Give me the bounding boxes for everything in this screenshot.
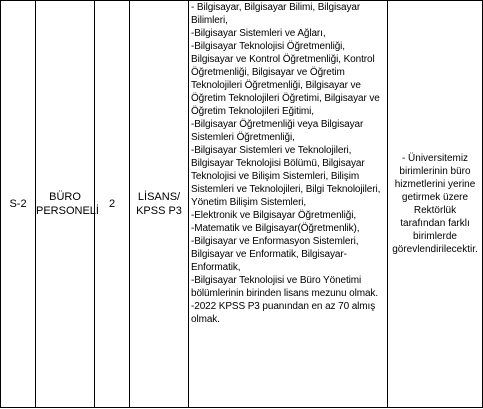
qualification-item: -2022 KPSS P3 puanından en az 70 almış olmak.: [191, 301, 376, 325]
qualification-item: -Bilgisayar ve Enformasyon Sistemleri, Bilgisayar ve Enformatik, Bilgisayar-Enformatik,: [191, 236, 359, 273]
education-level-line: LİSANS/: [137, 191, 181, 203]
qualification-item: -Elektronik ve Bilgisayar Öğretmenliği,: [191, 210, 357, 221]
qualification-item: - Bilgisayar, Bilgisayar Bilimi, Bilgisayar Bilimleri,: [191, 2, 361, 26]
education-level: [130, 1, 189, 408]
position-count: 2: [95, 1, 130, 408]
position-note: - Üniversitemiz birimlerinin büro hizmetlerini yerine getirmek üzere Rektörlük tarafından farklı birimlerde görevlendirilecektir.: [388, 1, 483, 408]
qualification-item: -Bilgisayar Sistemleri ve Ağları,: [191, 28, 326, 39]
qualification-item: -Bilgisayar Öğretmenliği veya Bilgisayar Sistemleri Öğretmenliği,: [191, 119, 364, 143]
qualification-item: -Bilgisayar Sistemleri ve Teknolojileri, Bilgisayar Teknolojisi Bölümü, Bilgisayar Teknolojisi ve Bilişim Sistemleri, Bilişim Sistemleri ve Teknolojileri, Bilgi Teknolojileri, Yönetim Bilişim Sistemleri,: [191, 145, 381, 208]
qualification-item: -Bilgisayar Teknolojisi ve Büro Yönetimi bölümlerinin birinden lisans mezunu olmak.: [191, 275, 379, 299]
qualifications-cell: [189, 1, 388, 408]
position-title-line: PERSONELİ: [36, 205, 99, 217]
table-row: [1, 1, 483, 408]
qualification-item: -Matematik ve Bilgisayar(Öğretmenlik),: [191, 223, 360, 234]
position-code: S-2: [1, 1, 36, 408]
position-title-line: BÜRO: [49, 191, 81, 203]
position-title: [36, 1, 99, 408]
qualification-item: -Bilgisayar Teknolojisi Öğretmenliği, Bilgisayar ve Kontrol Öğretmenliği, Kontrol Öğretmenliği, Bilgisayar ve Öğretim Teknolojileri Öğretmenliği, Bilgisayar ve Öğretim Teknolojileri Öğretimi, Bilgisayar ve Öğretim Teknolojileri Eğitimi,: [191, 41, 380, 117]
education-level-line: KPSS P3: [136, 205, 182, 217]
